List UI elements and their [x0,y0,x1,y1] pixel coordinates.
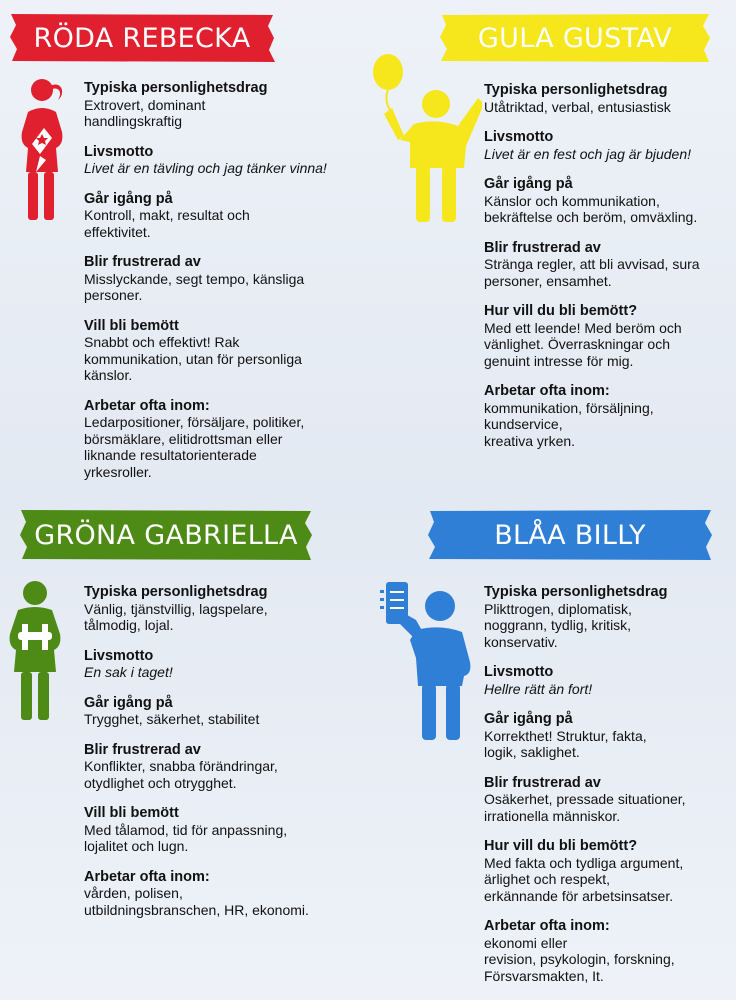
man-with-balloon-icon [370,48,482,224]
blue-title: BLÅA BILLY [494,519,646,551]
yellow-section-traits: Typiska personlighetsdrag Utåtriktad, verbal, entusiastisk [484,82,671,115]
red-content [84,80,354,494]
green-section-motto: Livsmotto En sak i taget! [84,647,173,680]
yellow-section-motivation: Går igång på Känslor och kommunikation, bekräftelse och beröm, omväxling. [484,176,698,225]
yellow-section-treatment: Hur vill du bli bemött? Med ett leende! Med beröm och vänlighet. Överraskningar och genuint intresse för mig. [484,303,682,369]
blue-section-motto: Livsmotto Hellre rätt än fort! [484,664,593,697]
blue-section-work: Arbetar ofta inom: ekonomi eller revision, psykologin, forskning, Försvarsmakten, It. [484,918,675,984]
green-section-work: Arbetar ofta inom: vården, polisen, utbildningsbranschen, HR, ekonomi. [84,868,309,918]
green-title: GRÖNA GABRIELLA [34,519,298,551]
red-section-traits: Typiska personlighetsdrag Extrovert, dominant handlingskraftig [84,80,268,129]
blue-section-treatment: Hur vill du bli bemött? Med fakta och tydliga argument, ärlighet och respekt, erkännande för arbetsinsatser. [484,838,684,904]
yellow-section-frustration: Blir frustrerad av Stränga regler, att bli avvisad, sura personer, ensamhet. [484,239,700,289]
yellow-section-motto: Livsmotto Livet är en fest och jag är bjuden! [484,129,692,162]
red-section-work: Arbetar ofta inom: Ledarpositioner, försäljare, politiker, börsmäklare, elitidrottsman eller liknande resultatorienterade yrkesroller. [84,397,305,480]
green-content [84,584,354,932]
woman-with-trophy-icon [12,76,68,222]
yellow-content [484,82,728,463]
blue-content [484,584,728,998]
red-title: RÖDA REBECKA [33,22,251,54]
green-section-motivation: Går igång på Trygghet, säkerhet, stabilitet [84,694,260,727]
yellow-title: GULA GUSTAV [477,22,673,54]
blue-section-frustration: Blir frustrerad av Osäkerhet, pressade situationer, irrationella människor. [484,774,686,824]
green-section-treatment: Vill bli bemött Med tålamod, tid för anpassning, lojalitet och lugn. [84,805,288,854]
green-section-traits: Typiska personlighetsdrag Vänlig, tjänstvillig, lagspelare, tålmodig, lojal. [84,584,268,633]
red-section-frustration: Blir frustrerad av Misslyckande, segt tempo, känsliga personer. [84,254,305,303]
man-with-checklist-icon [372,578,474,742]
green-section-frustration: Blir frustrerad av Konflikter, snabba förändringar, otydlighet och otrygghet. [84,741,278,791]
red-section-treatment: Vill bli bemött Snabbt och effektivt! Rak kommunikation, utan för personliga känslor. [84,317,302,383]
blue-section-motivation: Går igång på Korrekthet! Struktur, fakta, logik, saklighet. [484,711,647,760]
woman-with-vest-icon [4,580,66,722]
blue-section-traits: Typiska personlighetsdrag Plikttrogen, diplomatisk, noggrann, tydlig, kritisk, konservativ. [484,584,668,650]
red-section-motto: Livsmotto Livet är en tävling och jag tänker vinna! [84,143,327,176]
red-section-motivation: Går igång på Kontroll, makt, resultat och effektivitet. [84,190,250,240]
yellow-section-work: Arbetar ofta inom: kommunikation, försäljning, kundservice, kreativa yrken. [484,383,654,449]
